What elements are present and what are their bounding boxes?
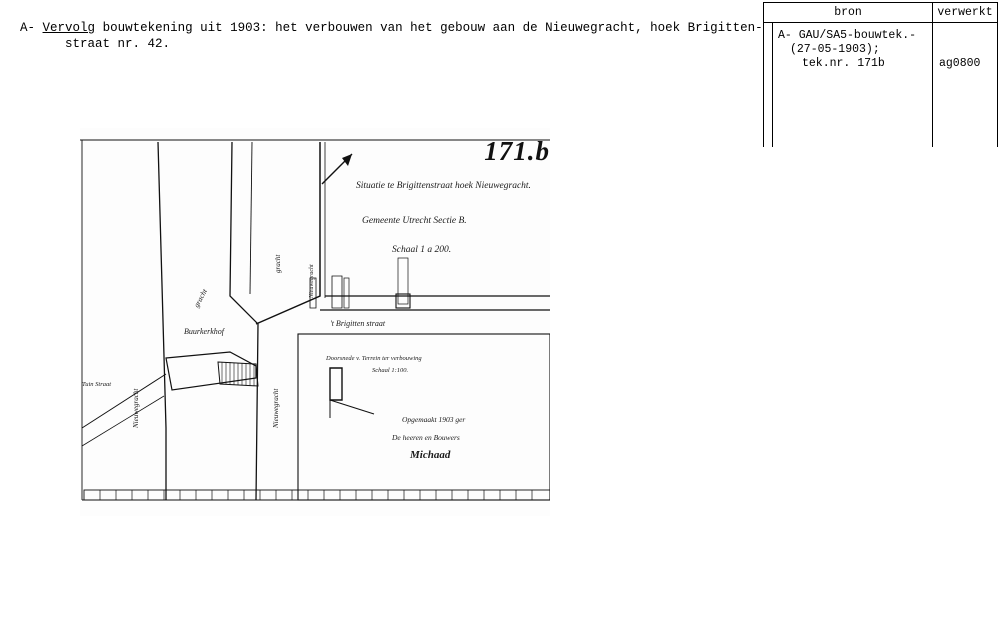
source-line-1: A- GAU/SA5-bouwtek.- [778,29,917,42]
scale-bar [84,490,550,500]
column-header-bron: bron [834,6,862,19]
label-tuin-straat: Tuin Straat [82,381,112,388]
inset-title-text: Doorsnede v. Terrein ter verbouwing [326,355,422,362]
reference-table-header [764,3,997,23]
inset-ground-line [330,400,374,414]
scanned-drawing [80,128,550,516]
reference-table-body [764,23,997,147]
caption-keyword: Vervolg [42,21,96,35]
plate-number: 171.b [484,136,550,166]
label-small-vertical-2: Nieuwegracht [309,264,315,298]
caption-prefix: A- [20,21,36,35]
buurkerkhof-block [166,352,256,390]
street-edge-left [158,142,166,500]
body-left-rule [772,23,773,147]
inset-scale-text: Schaal 1:100. [372,367,409,374]
source-line-2: (27-05-1903); [790,43,880,56]
street-edge-inner-left [230,142,258,500]
label-left-diagonal: gracht [191,287,209,309]
source-line-3: tek.nr. 171b [802,57,885,70]
building-block-2 [332,276,342,308]
column-header-verwerkt: verwerkt [937,6,993,19]
processed-cell: ag0800 [939,57,981,70]
label-bottom-street: 't Brigitten straat [330,319,386,328]
caption-line-1-rest: bouwtekening uit 1903: het verbouwen van het gebouw aan de Nieuwegracht, hoek Brigitten- [102,21,763,35]
source-cell [778,29,928,71]
signature-sub-text: De heeren en Bouwers [392,433,460,442]
label-buurkerkhof: Buurkerkhof [184,327,224,336]
label-small-vertical-1: gracht [274,254,282,273]
drawing-canvas [80,128,550,516]
caption-line-1 [20,20,763,36]
drawing-scale-line: Schaal 1 a 200. [392,245,452,255]
drawing-cadastre-line: Gemeente Utrecht Sectie B. [362,216,467,226]
inset-section-wall [330,368,342,400]
scale-bar-ticks [100,490,532,500]
drawing-title-line: Situatie te Brigittenstraat hoek Nieuwegracht. [356,181,531,191]
canal-line-lower [82,396,164,446]
north-arrow-head [342,154,352,166]
subject-building-hatched [398,258,408,304]
document-caption [20,20,763,52]
reference-table [763,2,998,147]
caption-line-2: straat nr. 42. [65,37,171,51]
signature-label-text: Opgemaakt 1903 ger [402,415,466,424]
building-block-3 [344,278,349,308]
body-middle-rule [932,23,933,147]
label-nieuwegracht-2: Nieuwegracht [272,388,280,428]
street-edge-thin [250,142,252,294]
signature-name-text: Michaad [410,449,451,461]
label-nieuwegracht: Nieuwegracht [132,388,140,428]
